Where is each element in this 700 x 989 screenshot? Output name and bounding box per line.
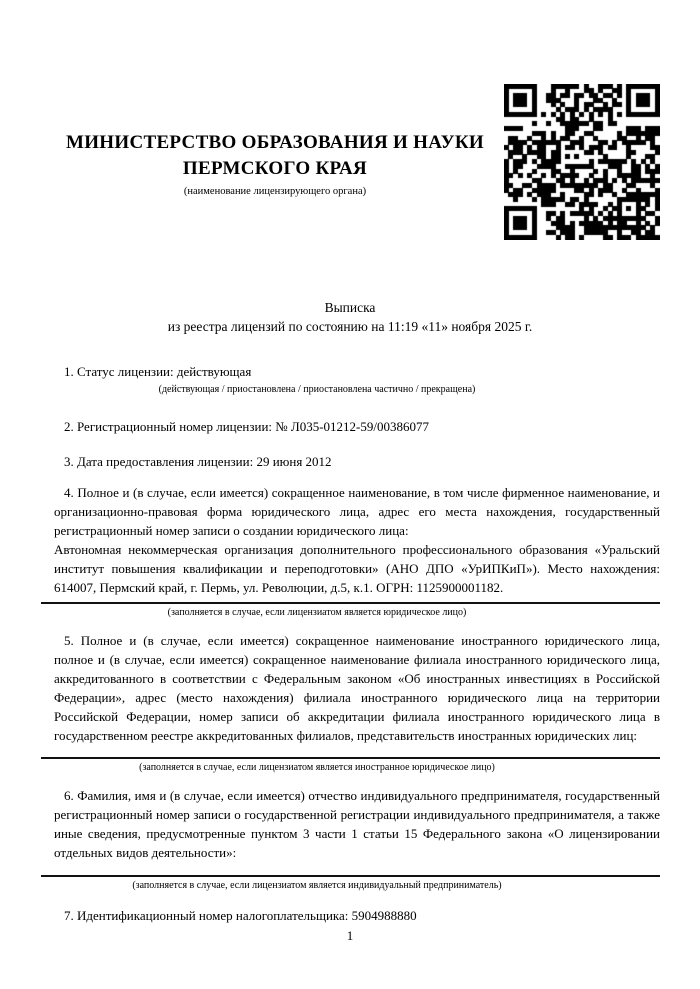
license-registration-number-item xyxy=(54,417,660,436)
license-status-options-caption: (действующая / приостановлена / приостановлена частично / прекращена) xyxy=(158,384,476,395)
individual-entrepreneur-item xyxy=(54,786,660,892)
document-title xyxy=(0,298,700,336)
legal-entity-question-text: 4. Полное и (в случае, если имеется) сокращенное наименование, в том числе фирменное наименование, и организационно-правовая форма юридического лица, адрес его места нахождения, государственный регистрационный номер записи о создании юридического лица: xyxy=(54,485,660,538)
license-grant-date-item xyxy=(54,452,660,471)
license-status-item xyxy=(54,362,660,396)
foreign-entity-question-text: 5. Полное и (в случае, если имеется) сокращенное наименование иностранного юридического лица, полное и (в случае, если имеется) сокращенное наименование филиала иностранного юридического лица, аккредитованного в соответствии с Федеральным законом «Об иностранных инвестициях в Российской Федерации», адрес (место нахождения) филиала иностранного юридического лица на территории Российской Федерации, номер записи об аккредитации филиала иностранного юридического лица в государственном реестре аккредитованных филиалов, представительств иностранных юридических лиц: xyxy=(54,633,660,743)
individual-entrepreneur-question-text: 6. Фамилия, имя и (в случае, если имеется) отчество индивидуального предпринимателя, государственный регистрационный номер записи о государственной регистрации индивидуального предпринимателя, а также иные сведения, предусмотренные пунктом 3 части 1 статьи 15 Федерального закона «О лицензировании отдельных видов деятельности»: xyxy=(54,788,660,860)
qr-code xyxy=(504,84,660,240)
fill-line xyxy=(41,602,660,604)
individual-entrepreneur-caption: (заполняется в случае, если лицензиатом является индивидуальный предприниматель) xyxy=(132,880,502,891)
license-status-text: 1. Статус лицензии: действующая xyxy=(64,364,252,379)
taxpayer-id-item xyxy=(54,906,660,925)
licensing-authority-caption: (наименование лицензирующего органа) xyxy=(183,186,367,197)
document-title-line2: из реестра лицензий по состоянию на 11:19 «11» ноября 2025 г. xyxy=(167,319,533,334)
legal-entity-caption: (заполняется в случае, если лицензиатом является юридическое лицо) xyxy=(167,607,467,618)
foreign-entity-caption: (заполняется в случае, если лицензиатом является иностранное юридическое лицо) xyxy=(139,762,495,773)
legal-entity-item xyxy=(54,483,660,619)
document-body xyxy=(54,362,660,925)
ministry-title-block xyxy=(40,130,510,199)
document-title-line1: Выписка xyxy=(324,300,376,315)
fill-line xyxy=(41,875,660,877)
foreign-entity-item xyxy=(54,631,660,774)
ministry-name-line2: ПЕРМСКОГО КРАЯ xyxy=(182,158,368,179)
license-registration-number-text: 2. Регистрационный номер лицензии: № Л035-01212-59/00386077 xyxy=(64,419,430,434)
document-header xyxy=(0,0,700,258)
ministry-name-line1: МИНИСТЕРСТВО ОБРАЗОВАНИЯ И НАУКИ xyxy=(65,132,485,153)
page-number: 1 xyxy=(346,928,354,943)
fill-line xyxy=(41,757,660,759)
license-grant-date-text: 3. Дата предоставления лицензии: 29 июня 2012 xyxy=(64,454,332,469)
taxpayer-id-text: 7. Идентификационный номер налогоплательщика: 5904988880 xyxy=(64,908,417,923)
legal-entity-value-text: Автономная некоммерческая организация дополнительного профессионального образования «Уральский институт повышения квалификации и переподготовки» (АНО ДПО «УрИПКиП»). Место нахождения: 614007, Пермский край, г. Пермь, ул. Революции, д.5, к.1. ОГРН: 1125900001182. xyxy=(54,542,660,595)
